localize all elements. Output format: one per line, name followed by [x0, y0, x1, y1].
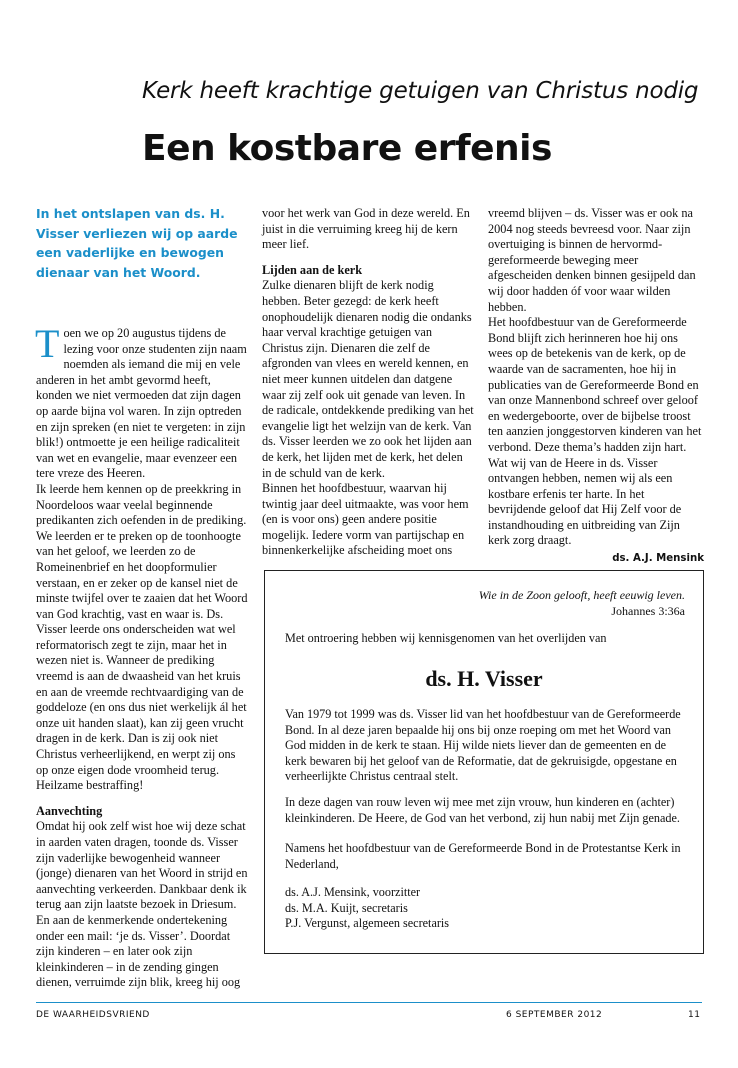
- paragraph: Het hoofdbestuur van de Gereformeerde Bond blijft zich herinneren hoe hij ons wees op de betekenis van de kerk, op de waarde van de sacramenten, hoe hij in publicaties van de Gereformeerde Bond en van onze Mannenbond schreef over geloof en wedergeboorte, over de bijbelse troost ten aanzien jonggestorven kinderen van het verbond. Deze thema’s hadden zijn hart.: [488, 315, 702, 454]
- notice-paragraph: In deze dagen van rouw leven wij mee met zijn vrouw, hun kinderen en (achter) kleinkinderen. De Heere, de God van het verbond, zij hun nabij met Zijn genade.: [285, 795, 680, 825]
- paragraph: Omdat hij ook zelf wist hoe wij deze schat in aarden vaten dragen, toonde ds. Visser zijn vaderlijke bewogenheid wanneer (jonge) dienaren van het Woord in strijd en aanvechting verkeerden. Dankbaar denk ik terug aan zijn laatste bezoek in Driesum. En aan de kenmerkende ondertekening onder een mail: ‘je ds. Visser’. Doordat zijn kinderen – en later ook zijn kleinkinderen – in de zending gingen dienen, verruimde zijn blik, kreeg hij oog: [36, 819, 248, 990]
- signatory: ds. M.A. Kuijt, secretaris: [285, 900, 408, 915]
- death-notice-box: [264, 570, 704, 954]
- column-3: [488, 206, 704, 567]
- column-1: [35, 321, 248, 991]
- footer-publication: DE WAARHEIDSVRIEND: [36, 1010, 150, 1020]
- bible-quote: [479, 587, 685, 619]
- drop-cap: T: [35, 321, 60, 366]
- paragraph: Wat wij van de Heere in ds. Visser ontvangen hebben, nemen wij als een kostbare erfenis ter harte. In het bevrijdende geloof dat Hij Zelf voor de instandhouding en uitbreiding van Zijn kerk zorg draagt.: [488, 455, 682, 548]
- notice-name: ds. H. Visser: [425, 666, 543, 691]
- article-subtitle: Kerk heeft krachtige getuigen van Christus nodig: [142, 78, 699, 104]
- quote-text: Wie in de Zoon gelooft, heeft eeuwig leven.: [478, 588, 685, 602]
- footer-page-number: 11: [688, 1010, 701, 1020]
- signatory: P.J. Vergunst, algemeen secretaris: [285, 916, 450, 931]
- author-signature: ds. A.J. Mensink: [612, 553, 704, 565]
- article-intro: In het ontslapen van ds. H. Visser verliezen wij op aarde een vaderlijke en bewogen dienaar van het Woord.: [36, 206, 238, 280]
- paragraph: voor het werk van God in deze wereld. En juist in die verruiming kreeg hij de kern meer lief.: [262, 206, 470, 252]
- article-title: Een kostbare erfenis: [142, 128, 552, 169]
- footer-date: 6 SEPTEMBER 2012: [506, 1010, 603, 1020]
- section-heading-aanvechting: Aanvechting: [36, 803, 103, 818]
- section-heading-lijden: Lijden aan de kerk: [262, 262, 363, 277]
- notice-signatories: [285, 885, 685, 932]
- paragraph-opening: [35, 321, 248, 482]
- paragraph: Ik leerde hem kennen op de preekkring in Noordeloos waar veelal beginnende predikanten zich oefenden in de prediking. We leerden er te preken op de toonhoogte van het geloof, we leerden zo de Romeinenbrief en het doopformulier verstaan, en er zeker op de kansel niet de minste twijfel over te zaaien dat het Woord van God krachtig, vast en waar is. Ds. Visser leerde ons onderscheiden wat wel reformatorisch zegt te zijn, maar het in wezen niet is. Wanneer de prediking vreemd is aan de dwaasheid van het kruis en aan de vreemde rechtvaardiging van de goddeloze (en ons dus niet werkelijk ál het onze uit handen slaat), kan zij geen vrucht dragen in de kerk. Dan is zij ook niet Christus verheerlijkend, en werpt zij ons op onze eigen dode vroomheid terug. Heilzame bestraffing!: [36, 481, 248, 793]
- paragraph: vreemd blijven – ds. Visser was er ook na 2004 nog steeds bevreesd voor. Naar zijn overtuiging is binnen de hervormd-gereformeerde beweging meer afgescheiden denken binnen gesijpeld dan wij door hadden óf voor waar wilden hebben.: [488, 206, 696, 314]
- paragraph: Zulke dienaren blijft de kerk nodig hebben. Beter gezegd: de kerk heeft onophoudelijk dienaren nodig die ondanks haar verval krachtige getuigen van Christus zijn. Dienaren die zelf de afgronden van vlees en wereld kennen, en niet meer kunnen uitdelen dan datgene waar zij zelf ook uit genade van leven. In de radicale, ontdekkende prediking van het evangelie ligt het welzijn van de kerk. Van ds. Visser leerden we zo ook het lijden aan de kerk, het lijden met de kerk, het delen in de schuld van de kerk.: [262, 278, 474, 480]
- footer-divider: [36, 1002, 702, 1003]
- notice-paragraph: Van 1979 tot 1999 was ds. Visser lid van het hoofdbestuur van de Gereformeerde Bond. In al deze jaren bepaalde hij ons bij onze roeping om met het Woord van God midden in de kerk te staan. Hij wilde niets liever dan de gemeenten en de kerk bewaren bij het geloof van de Reformatie, dat de gekruisigde, opgestane en verheerlijkte Christus centraal stelt.: [285, 707, 681, 784]
- paragraph: Binnen het hoofdbestuur, waarvan hij twintig jaar deel uitmaakte, was voor hem (en is voor ons) geen andere positie mogelijk. Iedere vorm van partijschap en binnenkerkelijke afscheiding moet ons: [262, 481, 469, 558]
- paragraph-opening-text: oen we op 20 augustus tijdens de lezing voor onze studenten zijn naam noemden als iemand die mij en vele anderen in het ambt gevormd heeft, konden we niet vermoeden dat zijn dagen op aarde bijna vol waren. In zijn optreden en zijn spreken (en niet te vergeten: in zijn blik!) ontmoette je een heilige radicaliteit van wet en evangelie, maar evenzeer een tere vreze des Heeren.: [36, 326, 247, 481]
- notice-intro: Met ontroering hebben wij kennisgenomen van het overlijden van: [285, 631, 607, 645]
- signatory: ds. A.J. Mensink, voorzitter: [285, 885, 421, 899]
- quote-reference: Johannes 3:36a: [611, 604, 685, 618]
- notice-paragraph: Namens het hoofdbestuur van de Gereformeerde Bond in de Protestantse Kerk in Nederland,: [285, 841, 681, 871]
- column-2: [262, 206, 474, 559]
